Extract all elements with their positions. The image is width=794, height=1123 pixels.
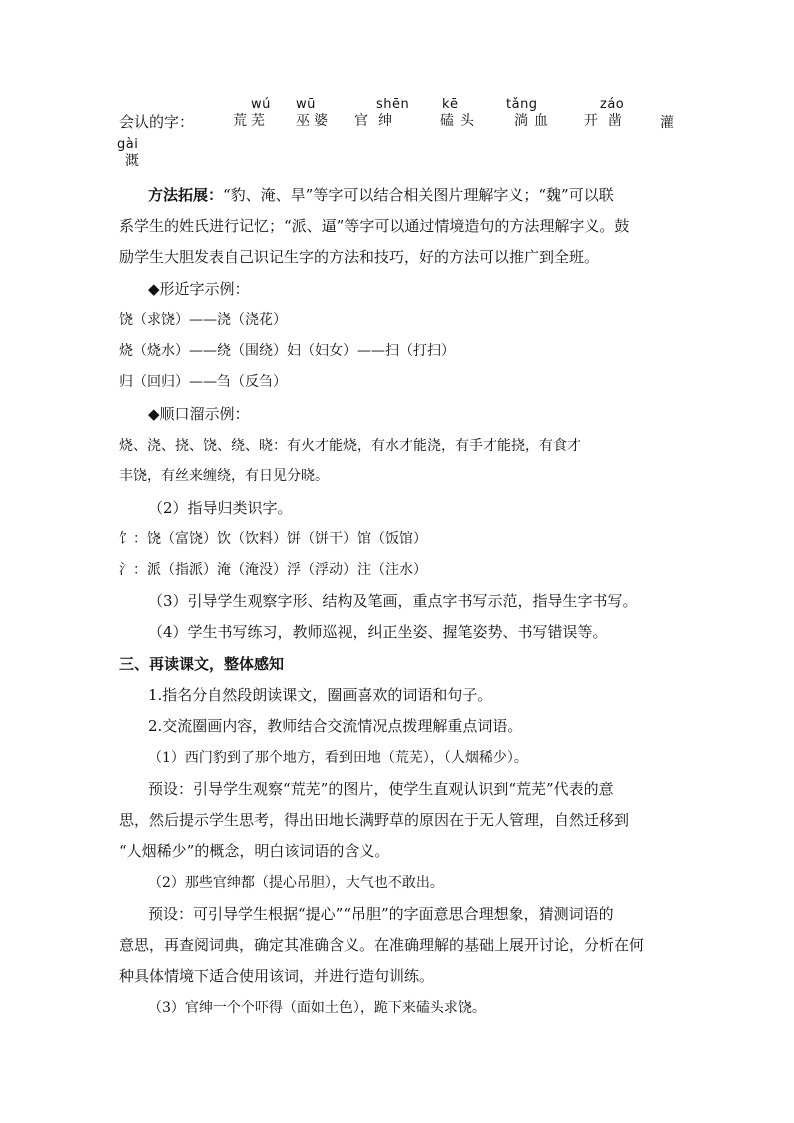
preset-1-line-1: 预设：引导学生观察“荒芜”的图片，使学生直观认识到“荒芜”代表的意 [148, 780, 614, 798]
section-line-2: 2.交流圈画内容，教师结合交流情况点拨理解重点词语。 [148, 717, 523, 735]
guide-line-4: （3）引导学生观察字形、结构及笔画，重点字书写示范，指导生字书写。 [148, 592, 638, 610]
guide-line-2: 饣：饶（富饶）饮（饮料）饼（饼干）馆（饭馆） [119, 531, 427, 547]
preset-2-line-1: 预设：可引导学生根据“提心”“吊胆”的字面意思合理想象，猜测词语的 [148, 905, 614, 923]
similar-line-2: 烧（烧水）——绕（围绕）妇（妇女）——扫（打扫） [119, 343, 455, 359]
ruby-tangxue: tǎng 淌血 [506, 97, 554, 129]
similar-line-1: 饶（求饶）——浇（浇花） [119, 312, 287, 328]
similar-line-3: 归（回归）——刍（反刍） [119, 374, 287, 390]
ruby-wupo: wū 巫婆 [296, 97, 332, 129]
section-line-1: 1.指名分自然段朗读课文，圈画喜欢的词语和句子。 [148, 686, 493, 704]
ruby-ketou: kē 磕头 [440, 97, 480, 129]
ruby-wu-huang: wú 荒芜 [233, 97, 271, 129]
question-2: （2）那些官绅都（提心吊胆），大气也不敢出。 [148, 875, 444, 891]
method-line-1: 方法拓展：“豹、淹、旱”等字可以结合相关图片理解字义；“魏”可以联 [148, 186, 614, 204]
section-heading: 三、再读课文，整体感知 [119, 655, 285, 673]
guide-line-3: 氵：派（指派）淹（淹没）浮（浮动）注（注水） [119, 562, 427, 578]
preset-2-line-3: 种具体情境下适合使用该词，并进行造句训练。 [119, 967, 435, 985]
rhyme-title: ◆顺口溜示例： [148, 405, 250, 423]
question-3: （3）官绅一个个吓得（面如土色），跪下来磕头求饶。 [148, 1000, 486, 1016]
word-guan: 灌 [660, 115, 674, 131]
ruby-kaizao: záo 开凿 [584, 97, 632, 129]
method-line-2: 系学生的姓氏进行记忆；“派、逼”等字可以通过情境造句的方法理解字义。鼓 [119, 217, 630, 235]
rhyme-line-1: 烧、浇、挠、饶、绕、晓：有火才能烧，有水才能浇，有手才能挠，有食才 [119, 438, 581, 454]
guide-line-5: （4）学生书写练习，教师巡视，纠正坐姿、握笔姿势、书写错误等。 [148, 623, 608, 641]
similar-title: ◆形近字示例： [148, 280, 250, 298]
method-line-3: 励学生大胆发表自己识记生字的方法和技巧，好的方法可以推广到全班。 [119, 248, 600, 266]
preset-1-line-2: 思，然后提示学生思考，得出田地长满野草的原因在于无人管理，自然迁移到 [119, 811, 630, 829]
question-1: （1）西门豹到了那个地方，看到田地（荒芜），（人烟稀少）。 [148, 750, 528, 766]
guide-line-1: （2）指导归类识字。 [148, 499, 293, 517]
preset-1-line-3: “人烟稀少”的概念，明白该词语的含义。 [119, 842, 390, 860]
ruby-guanshen: shēn 官绅 [354, 97, 410, 129]
ruby-gai: gài 溉 [117, 137, 139, 169]
recognize-label: 会认的字： [119, 113, 195, 131]
rhyme-line-2: 丰饶，有丝来缠绕，有日见分晓。 [119, 468, 329, 484]
preset-2-line-2: 意思，再查阅词典，确定其准确含义。在准确理解的基础上展开讨论，分析在何 [119, 936, 645, 954]
